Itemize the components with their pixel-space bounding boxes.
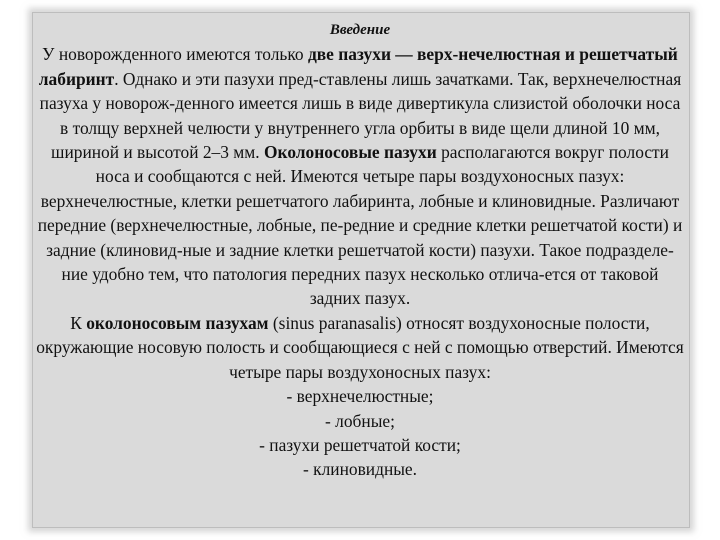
paragraph2-text-1: К <box>70 312 87 333</box>
list-item: - верхнечелюстные; <box>286 386 434 407</box>
slide-title: Введение <box>329 22 391 38</box>
paragraph1-bold-two-sinuses: две пазухи — верх-нечелюстная и решетчатый лабиринт <box>38 44 678 89</box>
paragraph2-bold-paranasal: околоносовым пазухам <box>86 312 269 333</box>
paragraph1-text-3: располагаются вокруг полости носа и сообщаются с ней. Имеются четыре пары воздухоносных пазух: верхнечелюстные, клетки решетчатого лабиринта, лобные и клиновидные. Различают передние (верхнечелюстные, лобные, пе-редние и средние клетки решетчатой кости) и задние (клиновид-ные и задние клетки решетчатой кости) пазухи. Такое подразделе-ние удобно тем, что патология передних пазух несколько отлича-ется от таковой задних пазух. <box>37 142 683 309</box>
slide-content <box>34 18 686 482</box>
paragraph1-text-2: . Однако и эти пазухи пред-ставлены лишь зачатками. Так, верхнечелюстная пазуха у новорож-денного имеется лишь в виде дивертикула слизистой оболочки носа в толщу верхней челюсти у внутреннего угла орбиты в виде щели длиной 10 мм, шириной и высотой 2–3 мм. <box>39 68 682 163</box>
paragraph2-text-2: (sinus paranasalis) относят воздухоносные полости, окружающие носовую полость и сообщающиеся с ней с помощью отверстий. Имеются четыре пары воздухоносных пазух: <box>36 312 684 382</box>
paragraph-newborn-sinuses <box>34 42 686 310</box>
sinus-list <box>34 384 686 482</box>
list-item: - лобные; <box>325 410 395 431</box>
paragraph1-bold-paranasal: Околоносовые пазухи <box>264 142 437 163</box>
list-item: - клиновидные. <box>303 459 417 480</box>
paragraph1-text-1: У новорожденного имеются только <box>42 44 308 65</box>
list-item: - пазухи решетчатой кости; <box>259 434 461 455</box>
paragraph-paranasal-definition <box>34 311 686 384</box>
